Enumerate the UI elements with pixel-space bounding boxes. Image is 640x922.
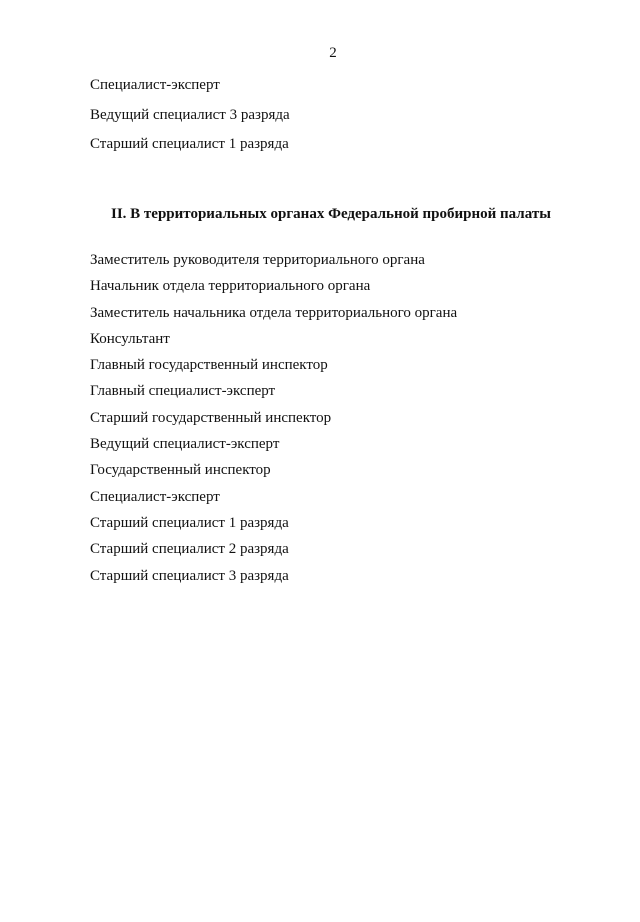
position-list-territorial	[90, 250, 457, 592]
position-item: Ведущий специалист 3 разряда	[90, 106, 290, 123]
position-item: Заместитель начальника отдела территориального органа	[90, 304, 458, 321]
position-item: Старший специалист 2 разряда	[90, 541, 289, 558]
position-item: Старший государственный инспектор	[90, 409, 332, 426]
position-item: Консультант	[90, 330, 170, 347]
position-list-top	[90, 75, 290, 164]
section-heading: II. В территориальных органах Федеральной пробирной палаты	[111, 206, 551, 222]
position-item: Главный специалист-эксперт	[90, 383, 276, 400]
page-number: 2	[329, 45, 337, 61]
position-item: Специалист-эксперт	[90, 77, 220, 93]
position-item: Государственный инспектор	[90, 462, 271, 479]
position-item: Старший специалист 1 разряда	[90, 514, 289, 531]
position-item: Начальник отдела территориального органа	[90, 278, 371, 295]
position-item: Специалист-эксперт	[90, 488, 220, 505]
position-item: Главный государственный инспектор	[90, 357, 328, 374]
position-item: Ведущий специалист-эксперт	[90, 436, 280, 453]
position-item: Старший специалист 1 разряда	[90, 136, 289, 152]
position-item: Заместитель руководителя территориального органа	[90, 252, 425, 268]
position-item: Старший специалист 3 разряда	[90, 567, 289, 584]
